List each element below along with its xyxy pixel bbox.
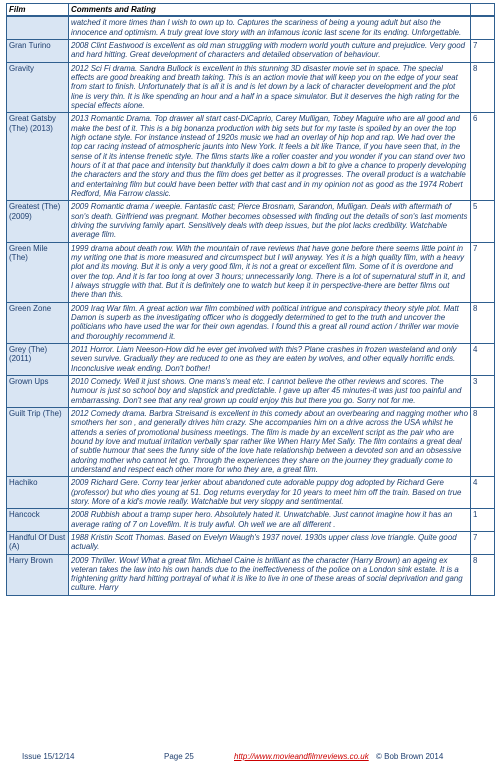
film-title: Green Zone (7, 302, 69, 343)
table-row (7, 62, 495, 113)
film-rating: 4 (471, 477, 495, 509)
table-row (7, 509, 495, 532)
review-page (6, 3, 494, 596)
film-rating: 7 (471, 40, 495, 63)
film-review: 2013 Romantic Drama. Top drawer all start cast-DiCaprio, Carey Mulligan, Tobey Maguire who are all good and make the best of it. This is a big bonanza production with big sets but for my taste is spoiled by an over the top high octane style. For instance instead of 1920s music we had an overlay of hip hop and rap. We had over the top car racing instead of atmospheric jaunts into New York. It feels a bit like Trance, if you have seen that, in the sense of it its intense frenetic style. The films starts like a roller coaster and you wonder if you can stand over two hours of it at that pace and intensity but thankfully it does calm down a bit to give a chance to properly developing the characters and the story and thus the film does get better as it progresses. The overall product is a watchable and entertaining film but could have been better with that cast and in my opinion not as good as the 1974 Robert Redford, Mia Farrow classic. (69, 113, 471, 201)
table-row (7, 343, 495, 375)
film-title: Grey (The) (2011) (7, 343, 69, 375)
film-title: Greatest (The) (2009) (7, 201, 69, 242)
film-title: Hachiko (7, 477, 69, 509)
film-review: 2011 Horror. Liam Neeson-How did he ever get involved with this? Plane crashes in frozen wasteland and only seven survive. Gradually they are reduced to one as they are eaten by wolves, and other equally horrific ends. Inconclusive weak ending. Don't bother! (69, 343, 471, 375)
film-rating: 5 (471, 201, 495, 242)
film-rating: 4 (471, 343, 495, 375)
film-rating: 8 (471, 302, 495, 343)
film-review: 1988 Kristin Scott Thomas. Based on Evelyn Waugh's 1937 novel. 1930s upper class love triangle. Quite good actually. (69, 531, 471, 554)
film-rating: 8 (471, 62, 495, 113)
film-review: 2008 Clint Eastwood is excellent as old man struggling with modern world youth culture and prejudice. Very good and hard hitting. Great development of characters and detailed observation of behaviour. (69, 40, 471, 63)
table-row (7, 375, 495, 407)
film-title: Gravity (7, 62, 69, 113)
film-review: 2009 Romantic drama / weepie. Fantastic cast; Pierce Brosnam, Sarandon, Mulligan. Deals with aftermath of son's death. Girlfriend was pregnant. Mother becomes obsessed with finding out the details of son's last moments driving the surviving family apart. Sensitively deals with deep issues, but the plot lacks credibility. Watchable average film. (69, 201, 471, 242)
film-title: Handful Of Dust (A) (7, 531, 69, 554)
film-rating: 6 (471, 113, 495, 201)
film-title: Grown Ups (7, 375, 69, 407)
film-rating: 3 (471, 375, 495, 407)
table-row (7, 302, 495, 343)
copyright-notice: © Bob Brown 2014 (376, 752, 444, 761)
film-rating: 1 (471, 509, 495, 532)
table-row (7, 40, 495, 63)
table-row (7, 113, 495, 201)
film-title (7, 16, 69, 39)
film-title: Guilt Trip (The) (7, 407, 69, 476)
table-row (7, 477, 495, 509)
film-review: 2009 Iraq War film. A great action war film combined with political intrigue and conspiracy theory style plot. Matt Damon is superb as the investigating officer who is doggedly determined to get to the truth and uncover the politicians who have used the war for their own agendas. I found this a great all round action / thriller war movie and thoroughly recommend it. (69, 302, 471, 343)
film-title: Hancock (7, 509, 69, 532)
reviews-table-body (7, 16, 495, 595)
film-title: Green Mile (The) (7, 242, 69, 302)
comments-column-header: Comments and Rating (69, 4, 471, 17)
film-review: 2009 Richard Gere. Corny tear jerker about abandoned cute adorable puppy dog adopted by Richard Gere (professor) but who dies young at 51. Dog returns everyday for 10 years to meet him off the train. Based on true story. More of a kid's movie really. Watchable but very sloppy and sentimental. (69, 477, 471, 509)
film-rating: 7 (471, 242, 495, 302)
film-rating: 7 (471, 531, 495, 554)
table-row (7, 201, 495, 242)
film-review: 2012 Comedy drama. Barbra Streisand is excellent in this comedy about an overbearing and nagging mother who smothers her son , and generally drives him crazy. She accompanies him on a drive across the USA whilst he attends a series of promotional business meetings. The film is made by an excellent script as the pair who are bound by love and mutual irritation verbally spar rather like When Harry Met Sally. The film contains a great deal of subtle humour that sees the funny side of the love hate relationship between a devoted son and an obsessive adoring mother who cannot let go. Through the experiences they share on the journey they gradually come to understand and respect each other more for who they are, a great film. (69, 407, 471, 476)
page-number: Page 25 (164, 752, 194, 761)
issue-date: Issue 15/12/14 (22, 752, 75, 761)
table-row (7, 407, 495, 476)
table-row (7, 531, 495, 554)
page-footer (6, 752, 494, 764)
reviews-table (6, 3, 495, 596)
film-rating: 8 (471, 407, 495, 476)
film-title: Harry Brown (7, 554, 69, 595)
film-title: Great Gatsby (The) (2013) (7, 113, 69, 201)
film-rating (471, 16, 495, 39)
film-review: 2009 Thriller. Wow! What a great film. Michael Caine is brilliant as the character (Harry Brown) an ageing ex veteran takes the law into his own hands due to the ineffectiveness of the police on a London sink estate. It is a frightening gritty hard hitting portrayal of what it is like to live in one of these areas of social deprivation and gang culture. Harry (69, 554, 471, 595)
film-rating: 8 (471, 554, 495, 595)
table-row (7, 554, 495, 595)
film-review: 2008 Rubbish about a tramp super hero. Absolutely hated it. Unwatchable. Just cannot imagine how it has an average rating of 7 on Lovefilm. It is truly awful. Oh well we are all different . (69, 509, 471, 532)
website-link[interactable]: http://www.movieandfilmreviews.co.uk (234, 752, 369, 761)
film-review: watched it more times than I wish to own up to. Captures the scariness of being a young adult but also the innocence and optimism. A truly great love story with an infamous iconic last scene for its ending. Unforgettable. (69, 16, 471, 39)
film-title: Gran Turino (7, 40, 69, 63)
table-row (7, 16, 495, 39)
film-review: 1999 drama about death row. With the mountain of rave reviews that have gone before there seems little point in my writing one that is more measured and circumspect but I will anyway. Yes it is a high quality film, with a heavy plot and its moving. But it is only a very good film, it is not a great or excellent film. Some of it is overdone and over the top. And it is far too long at over 3 hours; unnecessarily long. There is a lot of supernatural stuff in it, and I always struggle with that. But it is definitely one to watch but keep it in perspective-there are better films out there than this. (69, 242, 471, 302)
film-column-header: Film (7, 4, 69, 17)
rating-column-header (471, 4, 495, 17)
film-review: 2010 Comedy. Well it just shows. One mans's meat etc. I cannot believe the other reviews and scores. The humour is just so school boy and slapstick and predictable. I gave up after 45 minutes-it was just too painful and embarrassing. Don't see that any real grown up could enjoy this but there you go. Sorry not for me. (69, 375, 471, 407)
table-header-row (7, 4, 495, 17)
table-row (7, 242, 495, 302)
film-review: 2012 Sci Fi drama. Sandra Bullock is excellent in this stunning 3D disaster movie set in space. The special effects are good breaking and breath taking. This is an action movie that will keep you on the edge of your seat from start to finish. Unfortunately that is all it is and is let down by a lack of character development and the plot line is very thin. It is like spending an hour and a half in a space simulator. But it deserves the high rating for the special effects alone. (69, 62, 471, 113)
